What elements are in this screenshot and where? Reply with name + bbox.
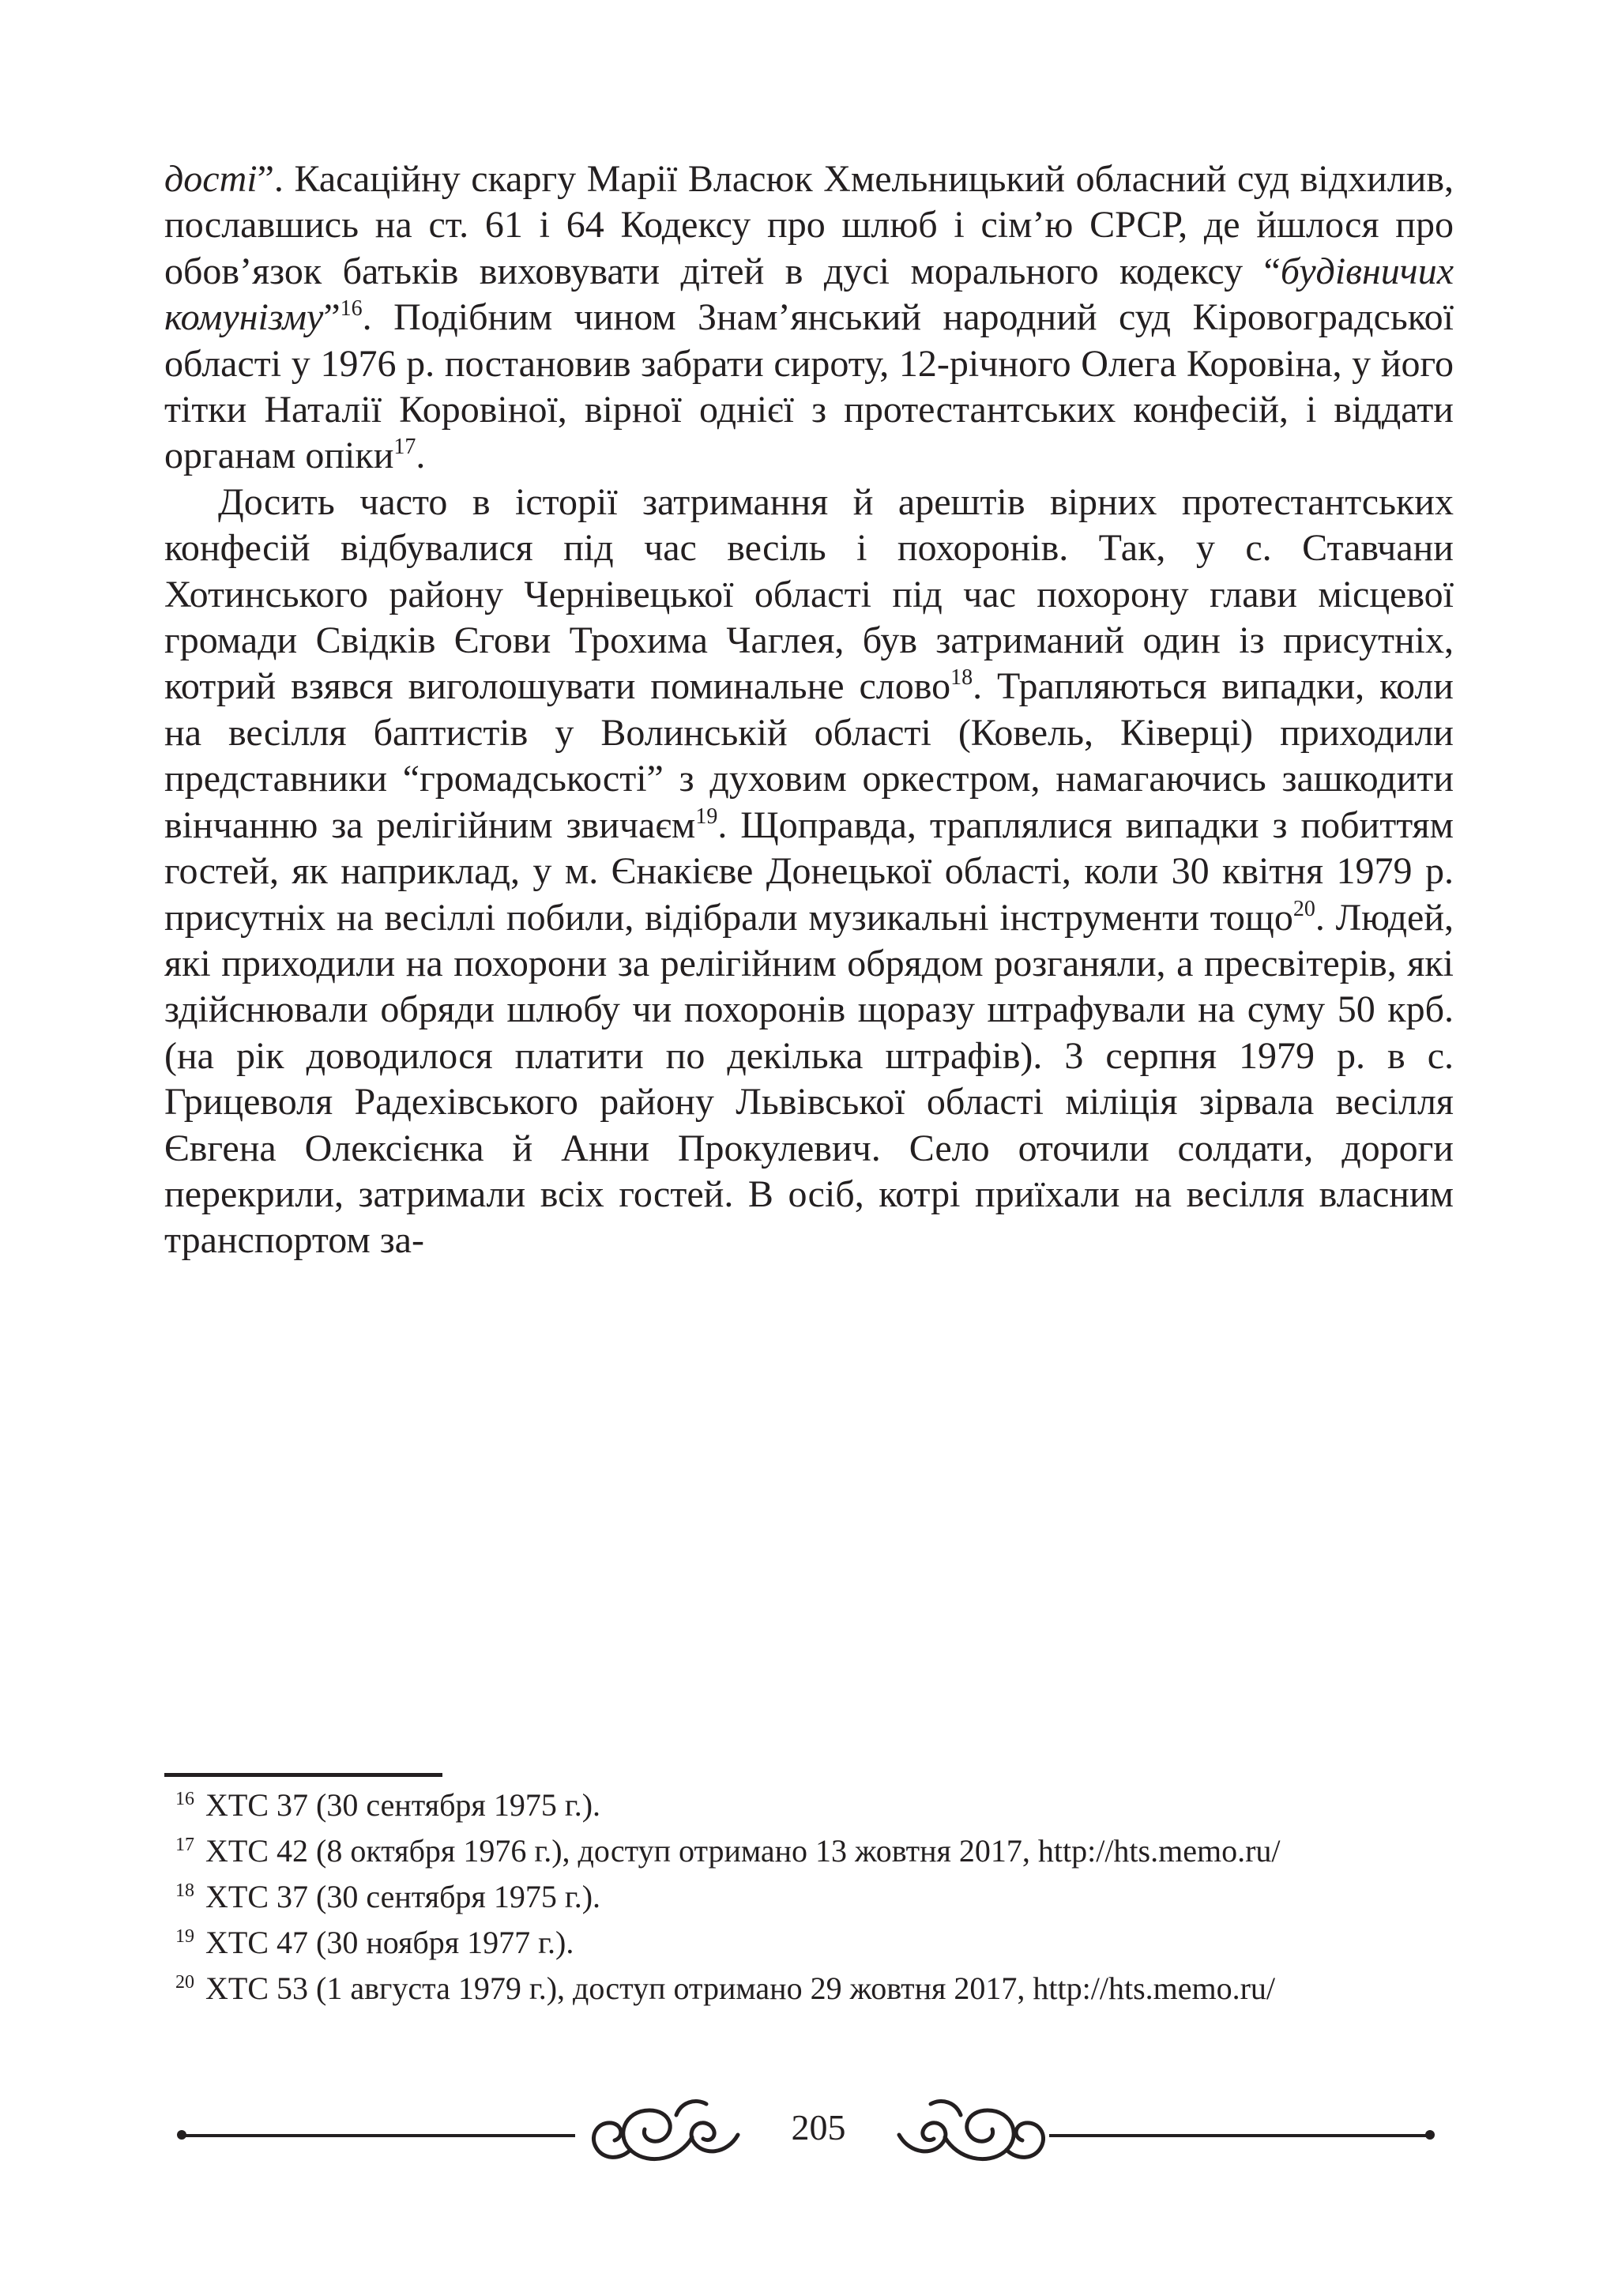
italic-quote: будівничих комунізму: [164, 250, 1454, 339]
page-footer: [164, 2090, 1454, 2185]
text-run: . Людей, які приходили на похорони за релігійним обрядом розганяли, а пресвітерів, які здійснювали обряди шлюбу чи похоронів щоразу штрафували на суму 50 крб. (на рік доводилося платити по декілька штрафів). 3 серпня 1979 р. в с. Грицеволя Радехівського району Львівської області міліція зірвала весілля Євгена Олексієнка й Анни Прокулевич. Село оточили солдати, дороги перекрили, затримали всіх гостей. В осіб, котрі приїхали на весілля власним транспортом за-: [164, 896, 1454, 1262]
footnote-20: [164, 1968, 1454, 2014]
page-number: 205: [791, 2107, 846, 2147]
footer-dot-right: [1425, 2130, 1435, 2140]
paragraph-1: [164, 156, 1454, 480]
footnote-number: 18: [175, 1880, 194, 1901]
footnote-text: ХТС 42 (8 октября 1976 г.), доступ отримано 13 жовтня 2017, http://hts.memo.ru/: [205, 1833, 1281, 1869]
footnote-text: ХТС 47 (30 ноября 1977 г.).: [205, 1925, 574, 1960]
footnote-17: [164, 1831, 1454, 1876]
footer-rule-right: [1049, 2134, 1428, 2137]
footnote-number: 17: [175, 1835, 194, 1855]
footnote-number: 20: [175, 1972, 194, 1993]
footnote-text: ХТС 37 (30 сентября 1975 г.).: [205, 1879, 601, 1914]
text-run: .: [416, 435, 426, 477]
footnotes: [164, 1785, 1454, 2014]
footnote-separator: [164, 1773, 442, 1777]
page-body: [164, 156, 1454, 1264]
footnote-ref-17[interactable]: 17: [393, 435, 416, 460]
paragraph-2: [164, 480, 1454, 1264]
footnote-ref-19[interactable]: 19: [695, 804, 718, 829]
footnote-16: [164, 1785, 1454, 1831]
footer-rule-left: [180, 2134, 575, 2137]
text-run: ”: [323, 296, 341, 339]
text-run: Досить часто в історії затримання й арештів вірних протестантських конфесій відбувалися під час весіль і похоронів. Так, у с. Ставчани Хотинського району Чернівецької області під час похорону глави місцевої громади Свідків Єгови Трохима Чаглея, був затриманий один із присутніх, котрий взявся виголошувати поминальне слово: [164, 480, 1454, 708]
text-run: . Щоправда, траплялися випадки з побиттям гостей, як наприклад, у м. Єнакієве Донецької області, коли 30 квітня 1979 р. присутніх на весіллі побили, відібрали музикальні інструменти тощо: [164, 804, 1454, 939]
footnote-text: ХТС 53 (1 августа 1979 г.), доступ отримано 29 жовтня 2017, http://hts.memo.ru/: [205, 1970, 1276, 2006]
flourish-right-icon: [894, 2091, 1049, 2178]
text-run: . Трапляються випадки, коли на весілля баптистів у Волинській області (Ковель, Ківерці) приходили представники “громадськості” з духовим оркестром, намагаючись зашкодити вінчанню за релігійним звичаєм: [164, 665, 1454, 846]
footnote-ref-20[interactable]: 20: [1293, 896, 1315, 921]
footnote-19: [164, 1922, 1454, 1968]
flourish-left-icon: [588, 2091, 743, 2178]
text-run: . Подібним чином Знам’янський народний суд Кіровоградської області у 1976 р. постановив забрати сироту, 12-річного Олега Коровіна, у його тітки Наталії Коровіної, вірної однієї з протестантських конфесій, і віддати органам опіки: [164, 296, 1454, 477]
italic-fragment: дості: [164, 158, 258, 200]
footnote-ref-18[interactable]: 18: [950, 665, 973, 691]
text-run: ”. Касаційну скаргу Марії Власюк Хмельницький обласний суд відхилив, пославшись на ст. 61 і 64 Кодексу про шлюб і сім’ю СРСР, де йшлося про обов’язок батьків виховувати дітей в дусі морального кодексу “: [164, 158, 1454, 292]
footnote-number: 19: [175, 1926, 194, 1947]
main-text: [164, 156, 1454, 1264]
footnote-18: [164, 1876, 1454, 1922]
footnote-number: 16: [175, 1789, 194, 1809]
footnote-ref-16[interactable]: 16: [340, 296, 363, 322]
footnote-text: ХТС 37 (30 сентября 1975 г.).: [205, 1787, 601, 1823]
